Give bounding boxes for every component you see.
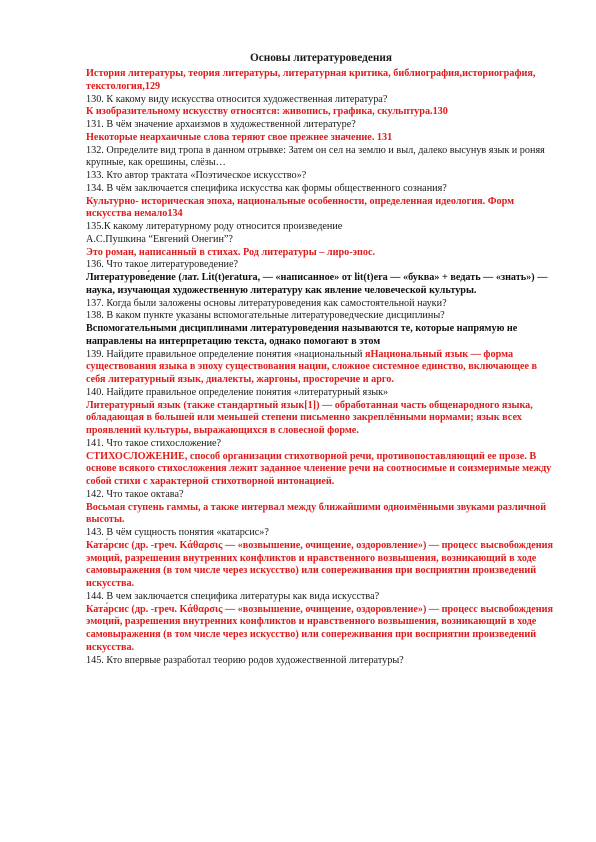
question-text: 141. Что такое стихосложение?	[86, 437, 222, 449]
question-text: 134. В чём заключается специфика искусства как формы общественного сознания?	[86, 182, 447, 194]
answer-text: Это роман, написанный в стихах. Род литературы – лиро-эпос.	[86, 246, 376, 258]
question-text: 131. В чём значение архаизмов в художественной литературе?	[86, 119, 356, 130]
question-text: 145. Кто впервые разработал теорию родов художественной литературы?	[86, 654, 404, 666]
answer-text: К изобразительному искусству относятся: живопись, графика, скульптура.130	[86, 106, 448, 118]
question-text: 135.К какому литературному роду относится произведение	[86, 221, 343, 232]
question-text: А.С.Пушкина “Евгений Онегин”?	[86, 233, 233, 245]
document-page	[86, 52, 556, 667]
answer-text: Литературный язык (также стандартный язык[1]) — обработанная часть общенародного языка, обладающая в большей или меньшей степени письменно закреплёнными нормами; язык всех проявлений культуры, выражающихся в словесной форме.	[86, 399, 533, 436]
question-text: 140. Найдите правильное определение понятия «литературный язык»	[86, 386, 389, 398]
answer-text: Литературове́дение (лат. Lit(t)eratura, — «написанное» от lit(t)era — «буква» + ведать — «знать») — наука, изучающая художественную литературу как явление человеческой культуры.	[86, 272, 548, 296]
question-text: 144. В чем заключается специфика литературы как вида искусства?	[86, 590, 380, 602]
answer-text: СТИХОСЛОЖЕНИЕ, способ организации стихотворной речи, противопоставляющий ее прозе. В основе всякого стихосложения лежит заданное членение речи на соотносимые и соизмеримые между собой стихи с характерной стихотворной интонацией.	[86, 450, 552, 487]
document-title: Основы литературоведения	[250, 52, 392, 64]
answer-text: Ката́рсис (др. -греч. Κάθαρσις — «возвышение, очищение, оздоровление») — процесс высвобождения эмоций, разрешения внутренних конфликтов и нравственного возвышения, возникающий в ходе самовыражения (в том числе через искусство) или сопереживания при восприятии произведений искусства.	[86, 539, 553, 589]
question-text: 142. Что такое октава?	[86, 488, 184, 500]
answer-text: Культурно- историческая эпоха, национальные особенности, определенная идеология. Форм искусства немало134	[86, 195, 515, 220]
answer-text: Ката́рсис (др. -греч. Κάθαρσις — «возвышение, очищение, оздоровление») — процесс высвобождения эмоций, разрешения внутренних конфликтов и нравственного возвышения, возникающий в ходе самовыражения (в том числе через искусство) или сопереживания при восприятии произведений искусства.	[86, 603, 553, 653]
answer-text: История литературы, теория литературы, литературная критика, библиография,историография, текстология,129	[86, 68, 536, 92]
question-text: 136. Что такое литературоведение?	[86, 259, 239, 271]
question-text: 143. В чём сущность понятия «катарсис»?	[86, 527, 269, 538]
question-text: 132. Определите вид тропа в данном отрывке: Затем он сел на землю и выл, далеко высунув язык и роняя крупные, как орешины, слёзы…	[86, 144, 545, 169]
question-text: 130. К какому виду искусства относится художественная литература?	[86, 93, 388, 105]
answer-text: Восьмая ступень гаммы, а также интервал между ближайшими одноимёнными звуками различной высоты.	[86, 501, 547, 526]
answer-text: Вспомогательными дисциплинами литературоведения называются те, которые напрямую не направлены на интерпретацию текста, однако помогают в этом	[86, 323, 518, 347]
question-text: 133. Кто автор трактата «Поэтическое искусство»?	[86, 170, 307, 181]
answer-text: яНациональный язык — форма существования языка в эпоху существования нации, сложное системное единство, включающее в себя литературный язык, диалекты, жаргоны, просторечие и арго.	[86, 348, 538, 385]
question-text: 137. Когда были заложены основы литературоведения как самостоятельной науки?	[86, 297, 447, 309]
answer-text: Некоторые неархаичные слова теряют свое прежнее значение. 131	[86, 131, 393, 143]
question-with-answer	[86, 349, 556, 387]
question-text: 138. В каком пункте указаны вспомогательные литературоведческие дисциплины?	[86, 310, 445, 322]
question-text: 139. Найдите правильное определение понятия «национальный	[86, 348, 365, 360]
